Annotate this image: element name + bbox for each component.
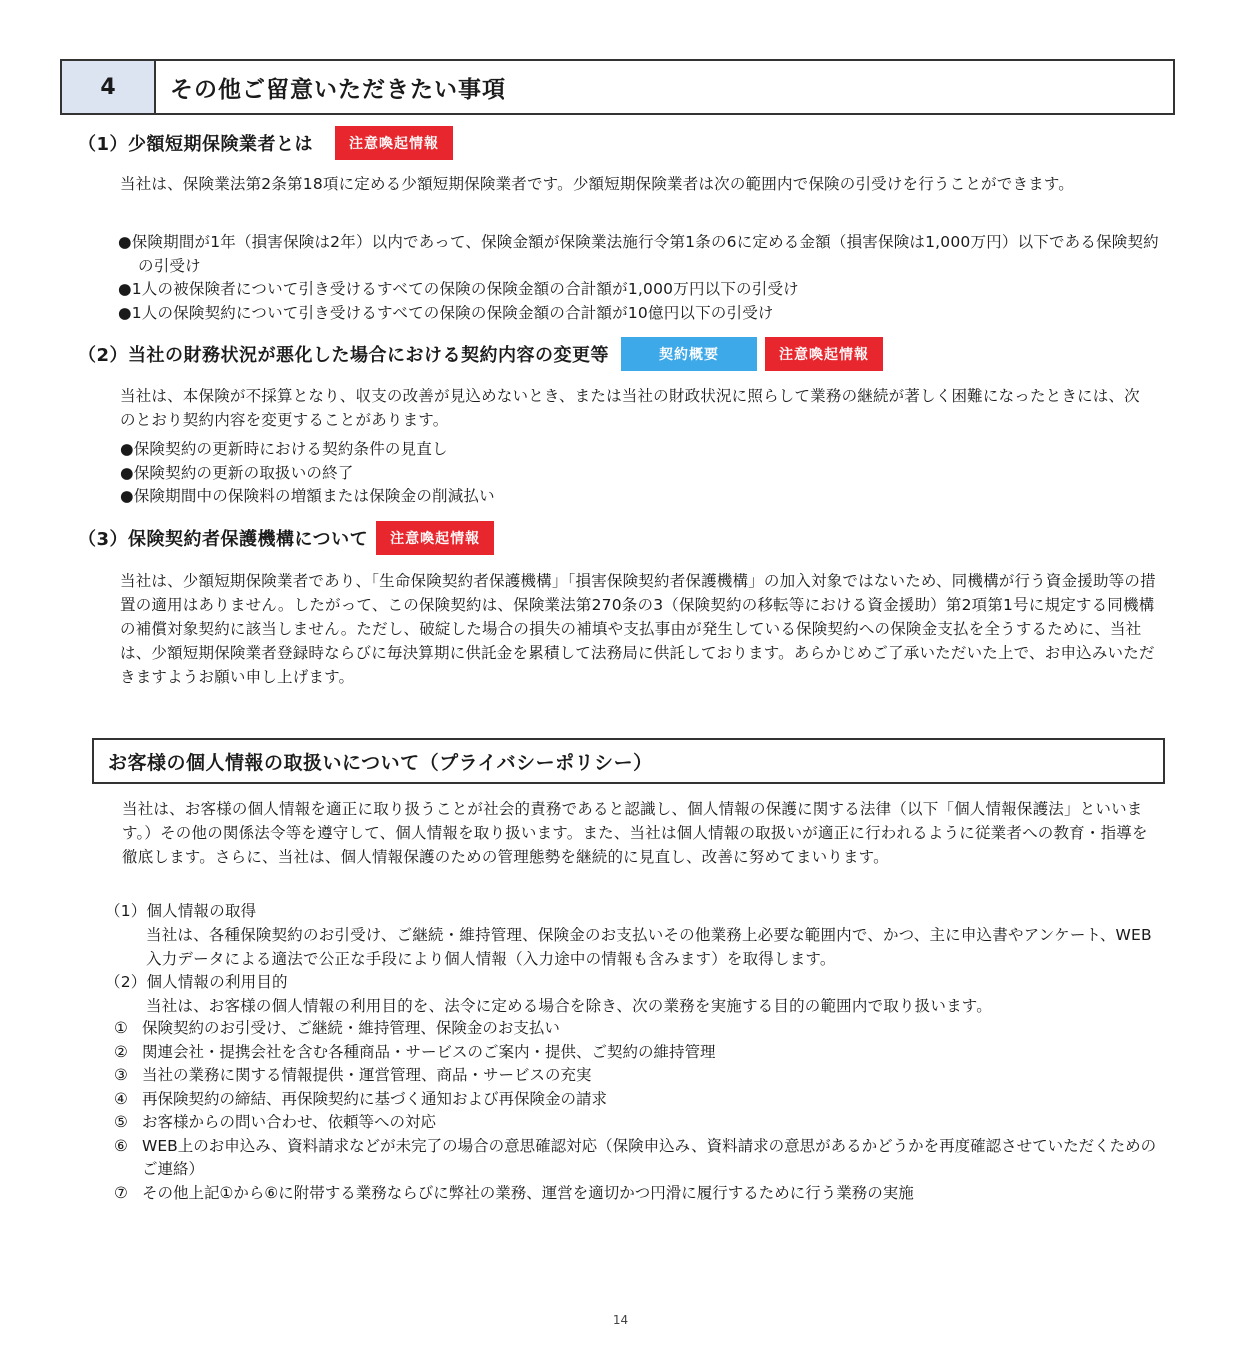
section-title: その他ご留意いただきたい事項: [170, 76, 506, 103]
item-text: その他上記①から⑥に附帯する業務ならびに弊社の業務、運営を適切かつ円滑に履行するために行う業務の実施: [142, 1183, 914, 1202]
section-header: [60, 59, 1175, 115]
list-item: ●保険期間中の保険料の増額または保険金の削減払い: [120, 487, 495, 505]
privacy-sub1-heading: （1）個人情報の取得: [105, 902, 257, 920]
item-marker: ②: [114, 1042, 128, 1061]
subsection-3-header: [78, 521, 494, 555]
contract-summary-badge: 契約概要: [621, 337, 757, 371]
subsection-1-heading: （1）少額短期保険業者とは: [78, 134, 314, 155]
privacy-intro: 当社は、お客様の個人情報を適正に取り扱うことが社会的責務であると認識し、個人情報の保護に関する法律（以下「個人情報保護法」といいます。）その他の関係法令等を遵守して、個人情報を取り扱います。また、当社は個人情報の取扱いが適正に行われるように従業者への教育・指導を徹底します。さらに、当社は、個人情報保護のための管理態勢を継続的に見直し、改善に努めてまいります。: [122, 800, 1148, 866]
item-text: 再保険契約の締結、再保険契約に基づく通知および再保険金の請求: [142, 1089, 608, 1108]
list-item: [114, 1017, 1164, 1041]
caution-badge: 注意喚起情報: [376, 521, 494, 555]
caution-badge: 注意喚起情報: [335, 126, 453, 160]
item-text: 保険契約のお引受け、ご継続・維持管理、保険金のお支払い: [142, 1019, 560, 1037]
purpose-list: [114, 1017, 1164, 1205]
list-item: ●保険契約の更新時における契約条件の見直し: [120, 440, 448, 458]
item-text: お客様からの問い合わせ、依頼等への対応: [142, 1113, 437, 1131]
list-item: ●保険契約の更新の取扱いの終了: [120, 463, 354, 482]
subsection-1-header: [78, 126, 453, 160]
privacy-sub2-body: 当社は、お客様の個人情報の利用目的を、法令に定める場合を除き、次の業務を実施する目的の範囲内で取り扱います。: [146, 997, 992, 1015]
subsection-3-body: 当社は、少額短期保険業者であり、「生命保険契約者保護機構」「損害保険契約者保護機構」の加入対象ではないため、同機構が行う資金援助等の措置の適用はありません。したがって、この保険契約は、保険業法第270条の3（保険契約の移転等における資金援助）第2項第1号に規定する同機構の補償対象契約に該当しません。ただし、破綻した場合の損失の補填や支払事由が発生している保険契約への保険金支払を全うするために、当社は、少額短期保険業者登録時ならびに毎決算期に供託金を累積して法務局に供託しております。あらかじめご了承いただいた上で、お申込みいただきますようお願い申し上げます。: [120, 572, 1156, 686]
subsection-2-body: 当社は、本保険が不採算となり、収支の改善が見込めないとき、または当社の財政状況に照らして業務の継続が著しく困難になったときには、次のとおり契約内容を変更することがあります。: [120, 387, 1140, 429]
item-text: WEB上のお申込み、資料請求などが未完了の場合の意思確認対応（保険申込み、資料請求の意思があるかどうかを再度確認させていただくためのご連絡）: [142, 1136, 1157, 1178]
subsection-1-body: 当社は、保険業法第2条第18項に定める少額短期保険業者です。少額短期保険業者は次の範囲内で保険の引受けを行うことができます。: [120, 175, 1075, 193]
item-marker: ③: [114, 1066, 128, 1084]
list-item: [114, 1111, 1164, 1135]
list-item: [114, 1088, 1164, 1112]
list-item: [114, 1182, 1164, 1206]
item-text: 関連会社・提携会社を含む各種商品・サービスのご案内・提供、ご契約の維持管理: [142, 1042, 716, 1061]
item-marker: ⑤: [114, 1113, 128, 1131]
privacy-policy-title: お客様の個人情報の取扱いについて（プライバシーポリシー）: [92, 738, 1165, 784]
privacy-sub2-heading: （2）個人情報の利用目的: [105, 973, 288, 991]
subsection-3-heading: （3）保険契約者保護機構について: [78, 529, 369, 550]
subsection-2-header: [78, 337, 883, 371]
item-marker: ⑦: [114, 1183, 128, 1202]
list-item: ●保険期間が1年（損害保険は2年）以内であって、保険金額が保険業法施行令第1条の6に定める金額（損害保険は1,000万円）以下である保険契約の引受け: [118, 233, 1159, 275]
list-item: [114, 1064, 1164, 1088]
item-marker: ⑥: [114, 1136, 128, 1155]
list-item: ●1人の保険契約について引き受けるすべての保険の保険金額の合計額が10億円以下の引受け: [118, 303, 774, 322]
caution-badge: 注意喚起情報: [765, 337, 883, 371]
subsection-1-list: [118, 231, 1170, 325]
list-item: ●1人の被保険者について引き受けるすべての保険の保険金額の合計額が1,000万円以下の引受け: [118, 280, 799, 298]
page-number: 14: [612, 1313, 629, 1327]
privacy-sub1-body: 当社は、各種保険契約のお引受け、ご継続・維持管理、保険金のお支払いその他業務上必要な範囲内で、かつ、主に申込書やアンケート、WEB入力データによる適法で公正な手段により個人情報（入力途中の情報も含みます）を取得します。: [146, 926, 1152, 968]
item-marker: ④: [114, 1089, 128, 1108]
subsection-2-heading: （2）当社の財務状況が悪化した場合における契約内容の変更等: [78, 345, 610, 366]
item-marker: ①: [114, 1019, 128, 1037]
list-item: [114, 1135, 1164, 1182]
item-text: 当社の業務に関する情報提供・運営管理、商品・サービスの充実: [142, 1066, 592, 1084]
subsection-2-list: [120, 438, 1160, 509]
section-number: 4: [62, 61, 156, 113]
list-item: [114, 1041, 1164, 1065]
